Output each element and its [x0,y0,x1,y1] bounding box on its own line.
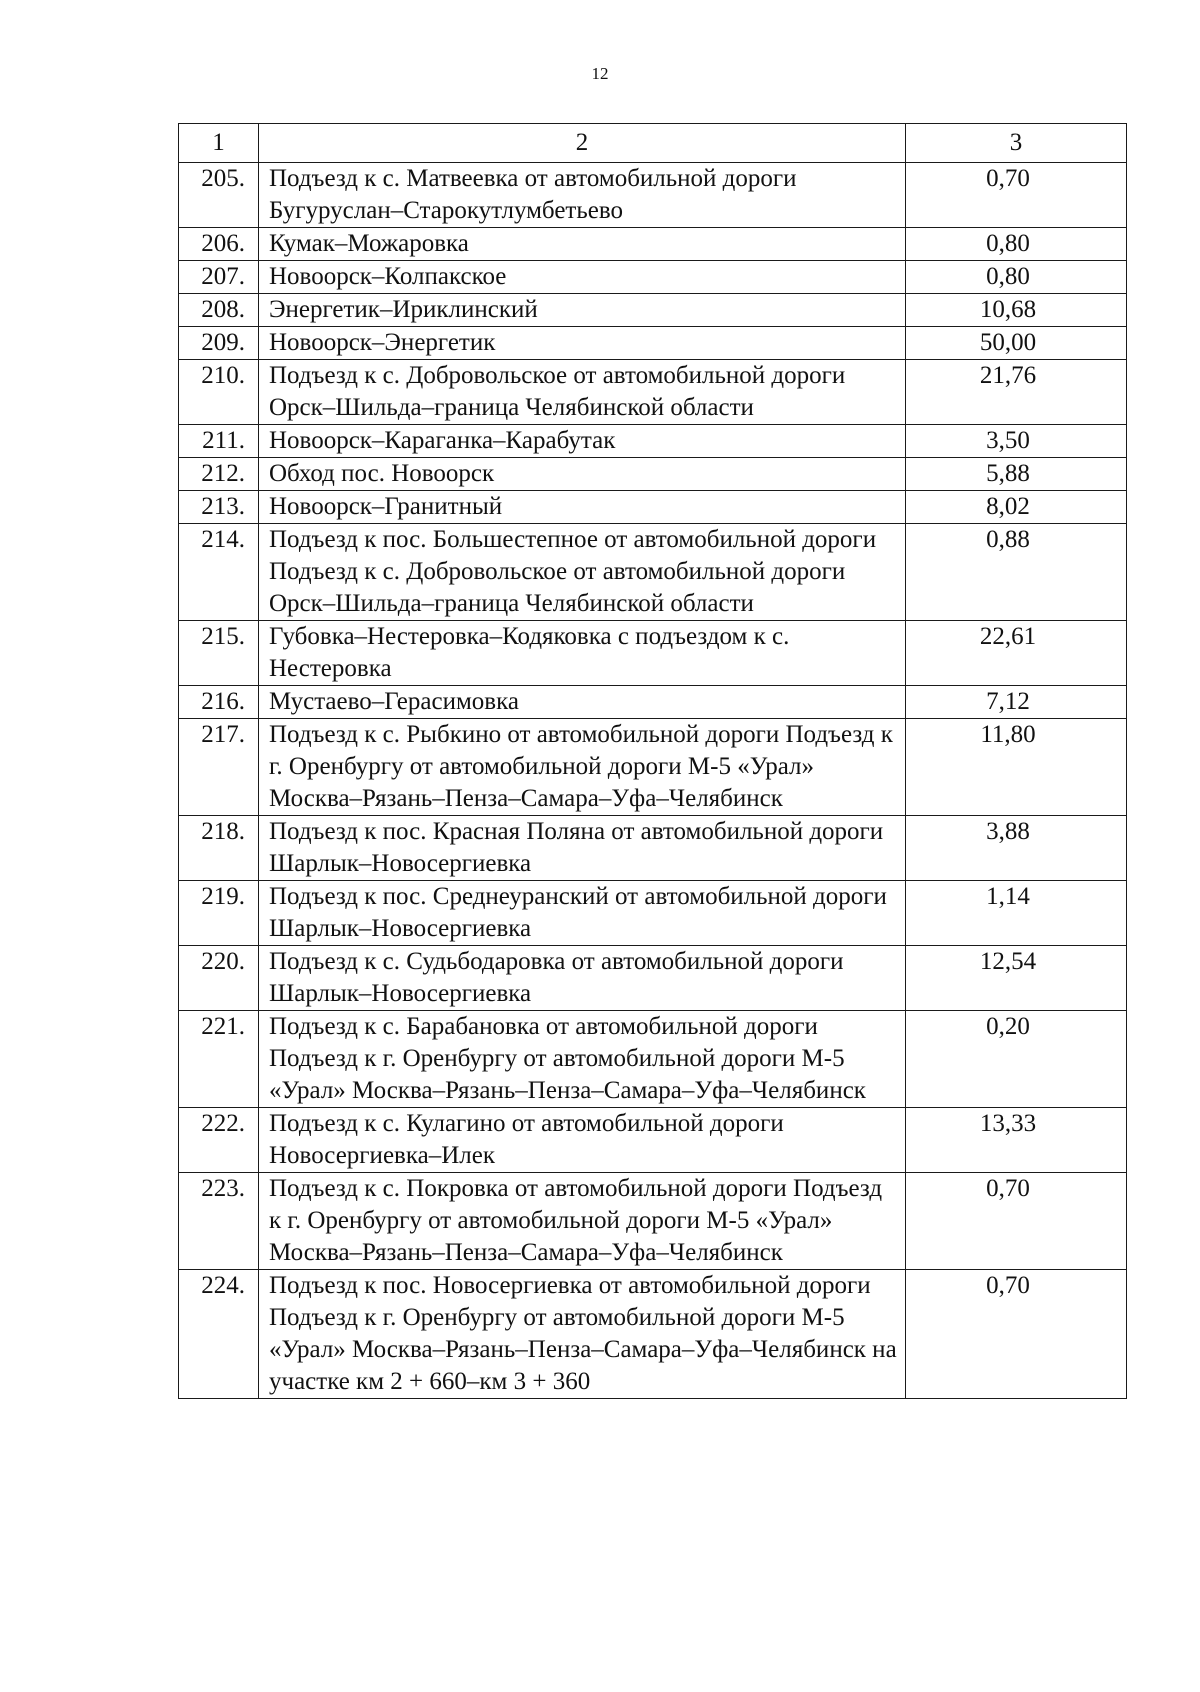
roads-table-body [179,124,1127,1399]
road-name: Подъезд к с. Барабановка от автомобильной дороги Подъезд к г. Оренбургу от автомобильной дороги М-5 «Урал» Москва–Рязань–Пенза–Самара–Уфа–Челябинск [259,1011,906,1108]
row-number: 215. [179,621,259,686]
road-name: Новоорск–Колпакское [259,261,906,294]
road-length: 22,61 [906,621,1127,686]
road-length: 0,70 [906,1270,1127,1399]
column-header-number: 1 [179,124,259,163]
road-name: Энергетик–Ириклинский [259,294,906,327]
road-name: Подъезд к с. Покровка от автомобильной дороги Подъезд к г. Оренбургу от автомобильной дороги М-5 «Урал» Москва–Рязань–Пенза–Самара–Уфа–Челябинск [259,1173,906,1270]
road-length: 0,70 [906,1173,1127,1270]
row-number: 210. [179,360,259,425]
road-length: 0,80 [906,228,1127,261]
table-row [179,816,1127,881]
table-row [179,458,1127,491]
road-name: Подъезд к с. Рыбкино от автомобильной дороги Подъезд к г. Оренбургу от автомобильной дороги М-5 «Урал» Москва–Рязань–Пенза–Самара–Уфа–Челябинск [259,719,906,816]
road-name: Мустаево–Герасимовка [259,686,906,719]
table-row [179,946,1127,1011]
row-number: 214. [179,524,259,621]
table-row [179,1173,1127,1270]
row-number: 213. [179,491,259,524]
road-length: 0,88 [906,524,1127,621]
row-number: 224. [179,1270,259,1399]
table-row [179,719,1127,816]
road-name: Подъезд к с. Добровольское от автомобильной дороги Орск–Шильда–граница Челябинской области [259,360,906,425]
table-row [179,1011,1127,1108]
road-length: 21,76 [906,360,1127,425]
table-row [179,294,1127,327]
road-length: 0,70 [906,163,1127,228]
table-row [179,881,1127,946]
row-number: 211. [179,425,259,458]
road-name: Новоорск–Энергетик [259,327,906,360]
road-name: Подъезд к с. Матвеевка от автомобильной дороги Бугуруслан–Старокутлумбетьево [259,163,906,228]
page-number: 12 [591,64,609,83]
road-length: 0,80 [906,261,1127,294]
table-row [179,360,1127,425]
road-name: Новоорск–Гранитный [259,491,906,524]
table-row [179,163,1127,228]
table-row [179,491,1127,524]
row-number: 216. [179,686,259,719]
road-name: Подъезд к пос. Большестепное от автомобильной дороги Подъезд к с. Добровольское от автомобильной дороги Орск–Шильда–граница Челябинской области [259,524,906,621]
table-row [179,1270,1127,1399]
table-row [179,1108,1127,1173]
road-name: Губовка–Нестеровка–Кодяковка с подъездом к с. Нестеровка [259,621,906,686]
row-number: 218. [179,816,259,881]
road-name: Новоорск–Караганка–Карабутак [259,425,906,458]
road-length: 13,33 [906,1108,1127,1173]
row-number: 207. [179,261,259,294]
table-row [179,686,1127,719]
column-header-length: 3 [906,124,1127,163]
table-row [179,228,1127,261]
road-length: 1,14 [906,881,1127,946]
road-name: Обход пос. Новоорск [259,458,906,491]
row-number: 212. [179,458,259,491]
table-row [179,425,1127,458]
road-length: 8,02 [906,491,1127,524]
road-name: Подъезд к пос. Среднеуранский от автомобильной дороги Шарлык–Новосергиевка [259,881,906,946]
road-name: Кумак–Можаровка [259,228,906,261]
table-row [179,261,1127,294]
row-number: 209. [179,327,259,360]
road-name: Подъезд к пос. Красная Поляна от автомобильной дороги Шарлык–Новосергиевка [259,816,906,881]
road-length: 0,20 [906,1011,1127,1108]
row-number: 217. [179,719,259,816]
table-row [179,621,1127,686]
row-number: 206. [179,228,259,261]
row-number: 222. [179,1108,259,1173]
road-length: 11,80 [906,719,1127,816]
row-number: 223. [179,1173,259,1270]
table-row [179,524,1127,621]
row-number: 220. [179,946,259,1011]
road-name: Подъезд к с. Кулагино от автомобильной дороги Новосергиевка–Илек [259,1108,906,1173]
road-length: 50,00 [906,327,1127,360]
row-number: 221. [179,1011,259,1108]
road-length: 5,88 [906,458,1127,491]
column-header-name: 2 [259,124,906,163]
row-number: 205. [179,163,259,228]
row-number: 208. [179,294,259,327]
row-number: 219. [179,881,259,946]
road-length: 7,12 [906,686,1127,719]
table-header-row [179,124,1127,163]
road-name: Подъезд к с. Судьбодаровка от автомобильной дороги Шарлык–Новосергиевка [259,946,906,1011]
table-row [179,327,1127,360]
road-length: 10,68 [906,294,1127,327]
road-length: 3,88 [906,816,1127,881]
road-name: Подъезд к пос. Новосергиевка от автомобильной дороги Подъезд к г. Оренбургу от автомобильной дороги М-5 «Урал» Москва–Рязань–Пенза–Самара–Уфа–Челябинск на участке км 2 + 660–км 3 + 360 [259,1270,906,1399]
road-length: 3,50 [906,425,1127,458]
road-length: 12,54 [906,946,1127,1011]
roads-table [178,123,1127,1399]
